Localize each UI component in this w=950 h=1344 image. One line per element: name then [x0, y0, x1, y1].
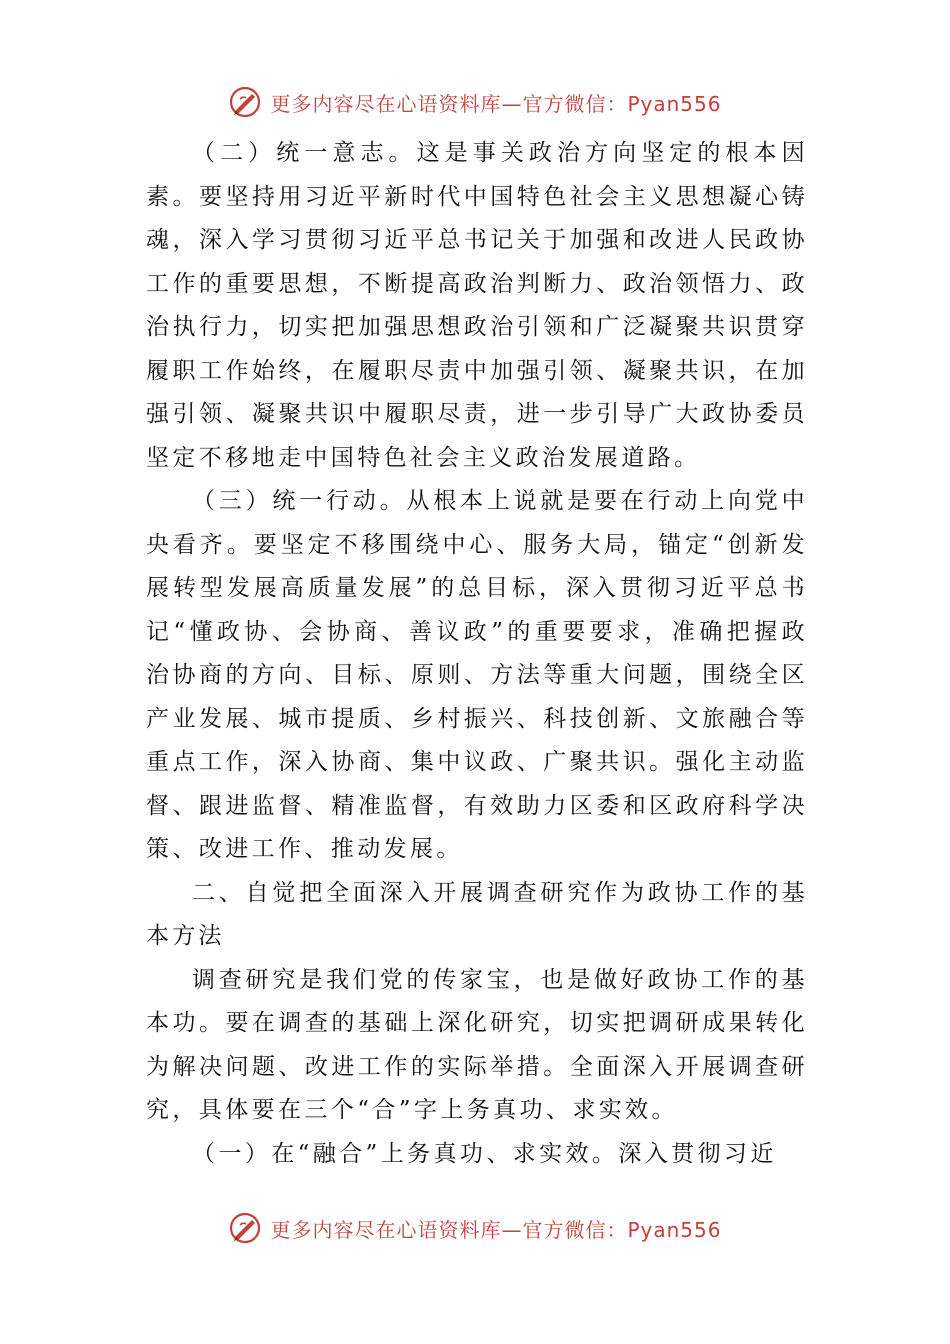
- paragraph-integration: （一）在“融合”上务真功、求实效。深入贯彻习近: [192, 1140, 777, 1167]
- paragraph-unify-action: （三）统一行动。从根本上说就是要在行动上向党中央看齐。要坚定不移围绕中心、服务大局，锚定“创新发展转型发展高质量发展”的总目标，深入贯彻习近平总书记“懂政协、会协商、善议政”的重要要求，准确把握政治协商的方向、目标、原则、方法等重大问题，围绕全区产业发展、城市提质、乡村振兴、科技创新、文旅融合等重点工作，深入协商、集中议政、广聚共识。强化主动监督、跟进监督、精准监督，有效助力区委和区政府科学决策、改进工作、推动发展。: [146, 488, 808, 862]
- banner-text: 更多内容尽在心语资料库—官方微信：Pyan556: [270, 1217, 722, 1242]
- footer-watermark-banner: [0, 1208, 950, 1248]
- section-heading-research: 二、自觉把全面深入开展调查研究作为政协工作的基本方法: [146, 879, 808, 949]
- document-body: [146, 132, 808, 1176]
- banner-text: 更多内容尽在心语资料库—官方微信：Pyan556: [270, 91, 722, 116]
- pen-seal-icon: [228, 85, 262, 119]
- pen-seal-icon: [228, 1211, 262, 1245]
- paragraph-unify-will: （二）统一意志。这是事关政治方向坚定的根本因素。要坚持用习近平新时代中国特色社会主义思想凝心铸魂，深入学习贯彻习近平总书记关于加强和改进人民政协工作的重要思想，不断提高政治判断力、政治领悟力、政治执行力，切实把加强思想政治引领和广泛凝聚共识贯穿履职工作始终，在履职尽责中加强引领、凝聚共识，在加强引领、凝聚共识中履职尽责，进一步引导广大政协委员坚定不移地走中国特色社会主义政治发展道路。: [146, 140, 808, 471]
- paragraph-research-intro: 调查研究是我们党的传家宝，也是做好政协工作的基本功。要在调查的基础上深化研究，切实把调研成果转化为解决问题、改进工作的实际举措。全面深入开展调查研究，具体要在三个“合”字上务真功、求实效。: [146, 966, 808, 1123]
- header-watermark-banner: [0, 82, 950, 122]
